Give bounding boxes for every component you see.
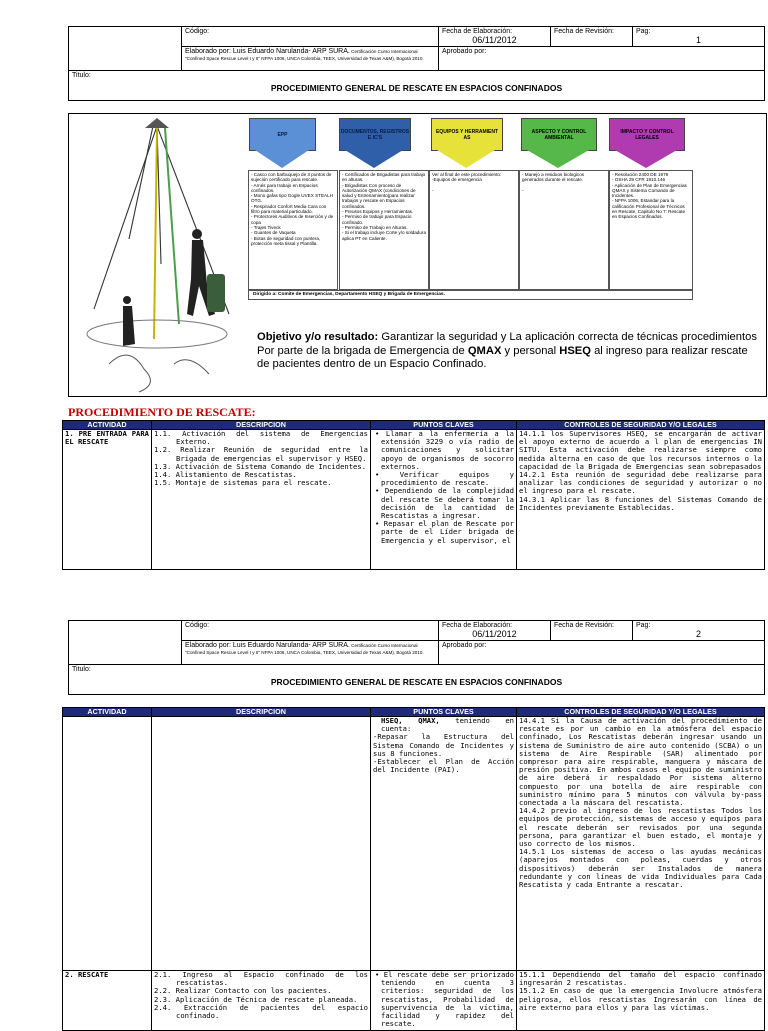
- puntos-text: El rescate debe ser priorizado teniendo en cuenta 3 criterios: seguridad de los rescatistas, Probabilidad de supervivencia de la víctima, facilidad y rapidez del rescate.: [381, 970, 514, 1029]
- fecha-revision-cell: [551, 27, 633, 47]
- codigo-cell: [182, 27, 439, 47]
- puntos-text: Verificar equipos y procedimiento de rescate.: [381, 470, 515, 488]
- documentos-column: [339, 170, 429, 290]
- elaborado-cell: [182, 641, 439, 665]
- controles-cell: [517, 430, 765, 570]
- ambiental-box-label: ASPECTO Y CONTROL AMBIENTAL: [531, 128, 587, 141]
- epp-column: [248, 170, 338, 290]
- list-item: 2.4. Extracción de pacientes del espacio confinado.: [154, 1002, 368, 1021]
- puntos-text: Dependiendo de la complejidad del rescate Se deberá tomar la decisión de la cantidad de Rescatistas a ingresar.: [381, 486, 514, 521]
- titulo-cell: [69, 665, 765, 695]
- descripcion-cell: [152, 717, 371, 971]
- epp-box-label: EPP: [277, 131, 288, 138]
- actividad-cell: [63, 430, 152, 570]
- epp-box: [249, 118, 316, 151]
- titulo-cell: [69, 71, 765, 101]
- equipos-list: Ver al final de este procedimiento: -Equipos de emergencia -: [432, 172, 502, 193]
- list-item: -Establecer el Plan de Acción del Incidente (PAI).: [373, 757, 514, 775]
- fecha-elaboracion-cell: [439, 621, 551, 641]
- puntos-cell: [371, 717, 517, 971]
- list-item: 1.5. Montaje de sistemas para el rescate.: [154, 478, 332, 488]
- codigo-label: Código:: [185, 28, 210, 35]
- descripcion-cell: [152, 971, 371, 1031]
- pag-label: Pag:: [636, 622, 651, 629]
- codigo-label: Código:: [185, 622, 210, 629]
- elaborado-text: Elaborado por: Luis Eduardo Narulanda- ARP SURA.: [185, 642, 350, 649]
- elaborado-cell: [182, 47, 439, 71]
- ambiental-list: - Manejo a residuos biologicos generados durante el rescate. -: [522, 172, 585, 193]
- objetivo-block: [257, 331, 757, 372]
- aprobado-cell: [439, 47, 765, 71]
- logo-cell: [69, 27, 182, 71]
- pag-value: 1: [695, 35, 701, 45]
- documentos-box: [339, 118, 411, 151]
- col-header-descripcion: DESCRIPCION: [152, 708, 371, 717]
- ambiental-box: [521, 118, 597, 151]
- document-title: PROCEDIMIENTO GENERAL DE RESCATE EN ESPACIOS CONFINADOS: [270, 677, 563, 687]
- list-item: 1.3. Activación de Sistema Comando de Incidentes.: [154, 461, 367, 471]
- pag-value: 2: [695, 629, 701, 639]
- list-item: 14.5.1 Los sistemas de acceso o las ayudas mecánicas (aparejos montados con poleas, cuerdas y otros dispositivos) deberán ser Instalados de manera redundante y con líneas de vida Individuales para Cada Rescatista y cada Entrante a rescatar.: [519, 847, 762, 890]
- fecha-elaboracion-cell: [439, 27, 551, 47]
- page2-header: [68, 620, 765, 695]
- aprobado-label: Aprobado por:: [442, 48, 487, 55]
- legales-column: [609, 170, 693, 290]
- epp-list: - Casco con barbuquejo de 3 puntos de sujeción certificado para rescate. - Arnés para trabajo en Espacios confinados. - Mono gafas tipo Gogle UVEX STEALH OTG. - Respirador Confort Media Cara con filtro para material particulado. - Protectores Auditivos de Inserción y de copa - Trajes Tiveck - Guantes de Vaqueta - Botas de seguridad con puntera, protección meta tissal y Plantilla.: [251, 172, 334, 246]
- procedure-table-page2: [62, 707, 765, 1031]
- down-arrows: [247, 150, 697, 170]
- list-item: 14.4.2 previo al ingreso de los rescatistas Todos los equipos de protección, sistemas de acceso y equipos para el rescate deberán ser revisados por una segunda persona, para garantizar el buen estado, el montaje y uso correcto de los mismos.: [519, 806, 762, 849]
- col-header-actividad: ACTIVIDAD: [63, 708, 152, 717]
- puntos-cell: [371, 971, 517, 1031]
- list-item: 1.2. Realizar Reunión de seguridad entre la Brigada de emergencias el supervisor y HSEQ.: [154, 445, 368, 463]
- puntos-cell: [371, 430, 517, 570]
- fecha-elaboracion-value: 06/11/2012: [472, 629, 517, 639]
- list-item: • Repasar el plan de Rescate por parte de el Líder brigada de Emergencia y el supervisor, el: [375, 519, 514, 545]
- list-item: -Repasar la Estructura del Sistema Comando de Incidentes y sus 8 funciones.: [373, 732, 514, 758]
- list-item: 14.4.1 Si la Causa de activación del procedimiento de rescate es por un cambio en la atmósfera del espacio confinado, Los Rescatistas deberán ingresar usando un sistema de Suministro de aire auto contenido (SCBA) o un sistema de Aire Respirable (SAR) alimentado por compresor para aire respirable, manguera y máscara de presión positiva. En ambos casos el equipo de suministro de aire deberá ir respaldado Por sistema alterno compuesto por una botella de aire respirable con suministro mínimo para 5 minutos con válvula by-pass conectada a la máscara del rescatista.: [519, 716, 762, 808]
- fecha-revision-label: Fecha de Revisión:: [554, 622, 614, 629]
- controles-cell: [517, 717, 765, 971]
- titulo-label: Titulo:: [72, 72, 91, 79]
- legales-box-label: IMPACTO Y CONTROL LEGALES: [620, 128, 674, 141]
- list-item: 14.1.1 los Supervisores HSEQ, se encargarán de activar el apoyo externo de acuerdo a l plan de emergencias IN SITU. Esta activación debe realizarse siempre como medida alterna en caso de que los recursos internos o la capacidad de la Brigada de Emergencias sean sobrepasados: [519, 429, 762, 471]
- equipos-box: [431, 118, 503, 151]
- actividad-cell: [63, 717, 152, 971]
- actividad-text: 2. RESCATE: [65, 970, 109, 979]
- procedimiento-title: PROCEDIMIENTO DE RESCATE:: [68, 405, 256, 419]
- puntos-bold: HSEQ, QMAX,: [381, 716, 440, 725]
- puntos-text: teniendo en cuenta:: [381, 716, 514, 734]
- objetivo-label: Objetivo y/o resultado:: [257, 331, 379, 343]
- puntos-text: Repasar el plan de Rescate por parte de el Líder brigada de Emergencia y el supervisor, el: [381, 519, 514, 545]
- list-item: 14.2.1 Esta reunión de seguridad debe realizarse para analizar las condiciones de seguridad y autorizar o no el ingreso para el rescate.: [519, 470, 762, 496]
- objetivo-hseq: HSEQ: [559, 344, 591, 357]
- codigo-cell: [182, 621, 439, 641]
- documentos-box-label: DOCUMENTOS, REGISTROS E IC'S: [340, 128, 410, 141]
- equipos-box-label: EQUIPOS Y HERRAMIENT AS: [435, 128, 499, 141]
- tripod-rescue-illustration: [69, 114, 244, 396]
- descripcion-cell: [152, 430, 371, 570]
- list-item: 14.3.1 Aplicar las 8 funciones del Sistemas Comando de Incidentes previamente Establecidas.: [519, 494, 762, 512]
- list-item: 15.1.2 En caso de que la emergencia Involucre atmósfera peligrosa, ellos rescatistas Ingresarán con línea de aire externo para ellos y para las víctimas.: [519, 986, 762, 1012]
- list-item: 1.4. Alistamiento de Rescatistas.: [154, 470, 297, 480]
- dirigido-bar: [248, 290, 693, 300]
- actividad-cell: [63, 971, 152, 1031]
- objetivo-text-a: Garantizar la seguridad y La aplicación correcta de técnicas procedimientos Por parte de la brigada de Emergencia de: [257, 331, 757, 357]
- list-item: 2.2. Realizar Contacto con los pacientes.: [154, 986, 332, 996]
- list-item: 1.1. Activación del sistema de Emergencias Externo.: [154, 429, 368, 447]
- col-header-puntos: PUNTOS CLAVES: [371, 708, 517, 717]
- list-item: 2.3. Aplicación de Técnica de rescate planeada.: [154, 994, 358, 1004]
- pag-label: Pag:: [636, 28, 651, 35]
- puntos-text: Llamar a la enfermería a la extensión 3229 o vía radio de comunicaciones y solicitar apoyo de organismos de socorro externos.: [381, 429, 514, 471]
- controles-cell: [517, 971, 765, 1031]
- aprobado-cell: [439, 641, 765, 665]
- table-row: [63, 430, 765, 570]
- legales-box: [609, 118, 685, 151]
- pag-cell: [633, 27, 765, 47]
- aprobado-label: Aprobado por:: [442, 642, 487, 649]
- fecha-elaboracion-label: Fecha de Elaboración:: [442, 28, 513, 35]
- fecha-elaboracion-label: Fecha de Elaboración:: [442, 622, 513, 629]
- list-item: • Llamar a la enfermería a la extensión 3229 o vía radio de comunicaciones y solicitar apoyo de organismos de socorro externos.: [375, 429, 514, 471]
- objetivo-text-c: al ingreso para realizar rescate de pacientes dentro de un Espacio Confinado.: [257, 344, 748, 370]
- elaborado-certification: Certificación Curso Internacional "Confined Space Rescue Level I y II" NFPA 1006, UNCA Colombia, TEEX, Universidad de Texas A&M), Bogotá 2010.: [185, 643, 424, 655]
- table-row: [63, 717, 765, 971]
- list-item: 2.1. Ingreso al Espacio confinado de los rescatistas.: [154, 970, 368, 988]
- list-item: 15.1.1 Dependiendo del tamaño del espacio confinado ingresarán 2 rescatistas.: [519, 970, 762, 988]
- legales-list: - Resolución 2400 DE 1979 - OSHA 29 CFR 1910.146 - Aplicación de Plan de Emergencias QMAX y Sistema Comando de Incidentes. - NFPA 1006, Estandar para la calificación Profesional de Técnicos en Rescate, Capitulo No 7: Rescate en Espacios Confinados.: [612, 172, 687, 220]
- objetivo-qmax: QMAX: [467, 344, 502, 357]
- page1-header: [68, 26, 765, 101]
- procedure-table-page1: [62, 420, 765, 570]
- document-title: PROCEDIMIENTO GENERAL DE RESCATE EN ESPACIOS CONFINADOS: [270, 83, 563, 93]
- overview-diagram: [68, 113, 767, 397]
- logo-cell: [69, 621, 182, 665]
- list-item: • Verificar equipos y procedimiento de rescate.: [375, 470, 515, 488]
- fecha-revision-label: Fecha de Revisión:: [554, 28, 614, 35]
- table-row: [63, 971, 765, 1031]
- equipos-column: [429, 170, 519, 290]
- col-header-controles: CONTROLES DE SEGURIDAD Y/O LEGALES: [517, 421, 765, 430]
- ambiental-column: [519, 170, 609, 290]
- pag-cell: [633, 621, 765, 641]
- fecha-elaboracion-value: 06/11/2012: [472, 35, 517, 45]
- fecha-revision-cell: [551, 621, 633, 641]
- elaborado-certification: Certificación Curso Internacional "Confined Space Rescue Level I y II" NFPA 1006, UNCA Colombia, TEEX, Universidad de Texas A&M), Bogotá 2010.: [185, 49, 424, 61]
- titulo-label: Titulo:: [72, 666, 91, 673]
- col-header-puntos: PUNTOS CLAVES: [371, 421, 517, 430]
- col-header-descripcion: DESCRIPCION: [152, 421, 371, 430]
- dirigido-text: Dirigido a: Comite de Emergencias, Departamento HSEQ y Brigada de Emergencias.: [253, 292, 445, 297]
- objetivo-text-b: y personal: [501, 344, 560, 357]
- elaborado-text: Elaborado por: Luis Eduardo Narulanda- ARP SURA.: [185, 48, 350, 55]
- list-item: [373, 717, 514, 733]
- actividad-text: 1. PRE ENTRADA PARA EL RESCATE: [65, 429, 149, 447]
- col-header-controles: CONTROLES DE SEGURIDAD Y/O LEGALES: [517, 708, 765, 717]
- col-header-actividad: ACTIVIDAD: [63, 421, 152, 430]
- list-item: • El rescate debe ser priorizado teniendo en cuenta 3 criterios: seguridad de los rescatistas, Probabilidad de supervivencia de la víctima, facilidad y rapidez del rescate.: [375, 970, 514, 1029]
- list-item: • Dependiendo de la complejidad del rescate Se deberá tomar la decisión de la cantidad de Rescatistas a ingresar.: [375, 486, 514, 521]
- documentos-list: - Certificados de Brigadistas para trabajo en alturas. - Brigadistas Con proceso de Autorización QMAX (condiciones de salud y Entrenamiento)para realizar trabajos y rescate en Espacios confinados. - Preusos Equipos y Herramientas. - Permiso de trabajo para Espacio confinado. - Permiso de Trabajo en Alturas. - Si el trabajo incluye Corte y/o soldadura aplica PT en Caliente.: [342, 172, 427, 241]
